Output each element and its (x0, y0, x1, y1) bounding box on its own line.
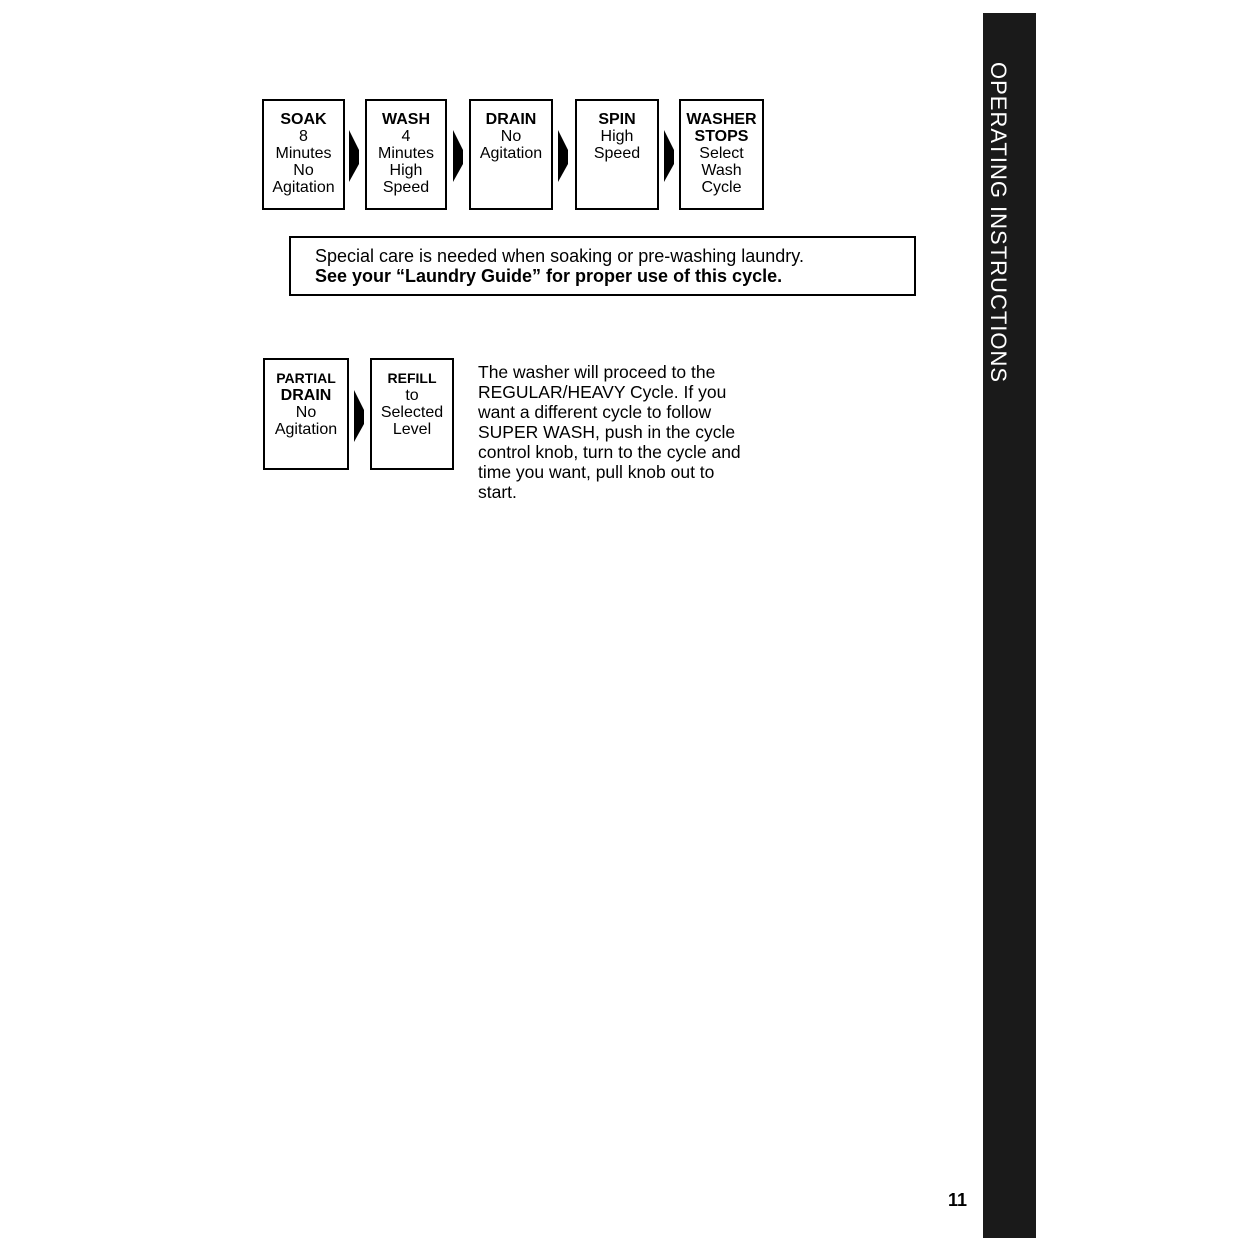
paragraph-line: REGULAR/HEAVY Cycle. If you (478, 382, 727, 402)
step-line: No (293, 162, 314, 179)
paragraph-line: SUPER WASH, push in the cycle (478, 422, 736, 442)
notice-line: Special care is needed when soaking or pre-washing laundry. (315, 246, 804, 266)
sidebar-section-label: OPERATING INSTRUCTIONS (986, 62, 1011, 384)
page-number: 11 (948, 1190, 968, 1210)
step-line: Wash (701, 162, 742, 179)
step-line: Agitation (479, 145, 543, 162)
step-line: Speed (382, 179, 430, 196)
step-line: Agitation (274, 421, 338, 438)
arrow-right-icon (451, 128, 465, 184)
step-title: PARTIAL (276, 370, 336, 386)
step-line: to (405, 387, 419, 404)
soak-step-box (262, 99, 345, 210)
arrow-right-icon (347, 128, 361, 184)
step-title: WASHER (686, 111, 757, 128)
step-title: SPIN (598, 111, 636, 128)
paragraph-line: want a different cycle to follow (478, 402, 712, 422)
step-line: STOPS (694, 128, 749, 145)
step-line: Agitation (272, 179, 335, 196)
step-line: Speed (593, 145, 641, 162)
section-sidebar (983, 13, 1036, 1238)
step-line: Level (392, 421, 432, 438)
step-line: Cycle (701, 179, 742, 196)
step-line: Minutes (377, 145, 435, 162)
drain-step-box (469, 99, 553, 210)
paragraph-line: start. (478, 482, 517, 502)
step-line: 8 (299, 128, 308, 145)
arrow-right-icon (352, 388, 366, 444)
step-line: Select (699, 145, 744, 162)
step-title: WASH (382, 111, 430, 128)
step-line: No (500, 128, 522, 145)
step-title: SOAK (280, 111, 327, 128)
paragraph-line: The washer will proceed to the (478, 362, 716, 382)
step-line: High (389, 162, 423, 179)
step-title: DRAIN (485, 111, 537, 128)
partial-drain-step-box (263, 358, 349, 470)
step-line: Minutes (275, 145, 332, 162)
step-line: No (295, 404, 317, 421)
step-line: Selected (380, 404, 444, 421)
notice-line-bold: See your “Laundry Guide” for proper use of this cycle. (315, 266, 783, 286)
step-line: 4 (401, 128, 411, 145)
refill-step-box (370, 358, 454, 470)
spin-step-box (575, 99, 659, 210)
special-care-notice (289, 236, 916, 296)
paragraph-line: time you want, pull knob out to (478, 462, 715, 482)
step-line: DRAIN (280, 387, 332, 404)
step-title: REFILL (387, 370, 437, 386)
step-line: High (600, 128, 634, 145)
paragraph-line: control knob, turn to the cycle and (478, 442, 741, 462)
arrow-right-icon (662, 128, 676, 184)
washer-stops-step-box (679, 99, 764, 210)
arrow-right-icon (556, 128, 570, 184)
super-wash-paragraph (478, 362, 788, 502)
wash-step-box (365, 99, 447, 210)
